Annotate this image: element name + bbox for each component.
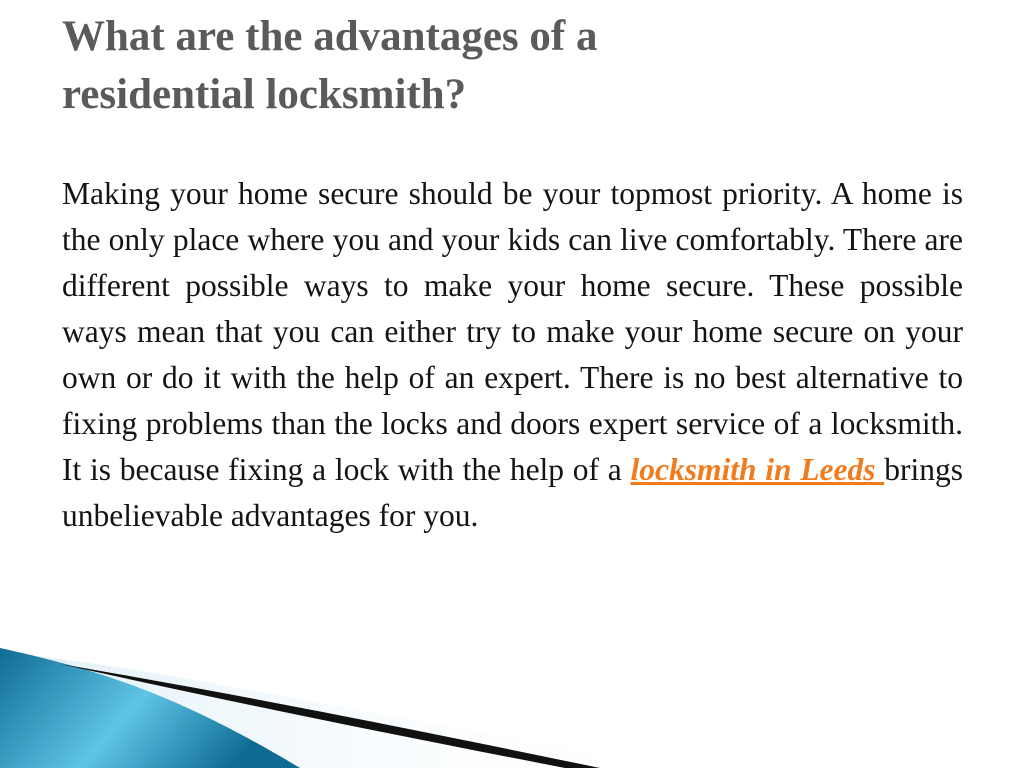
body-text-after-link: brings unbelievable advantages for you.	[62, 452, 963, 533]
slide-title-line-1: What are the advantages of a	[62, 13, 598, 60]
body-text-before-link: Making your home secure should be your topmost priority. A home is the only place where you and your kids can live comfortably. There are different possible ways to make your home secure. These possible ways mean that you can either try to make your home secure on your own or do it with the help of an expert. There is no best alternative to fixing problems than the locks and doors expert service of a locksmith. It is because fixing a lock with the help of a	[62, 176, 963, 487]
locksmith-in-leeds-link[interactable]: locksmith in Leeds	[630, 452, 885, 487]
slide-title-line-2: residential locksmith?	[62, 71, 467, 118]
